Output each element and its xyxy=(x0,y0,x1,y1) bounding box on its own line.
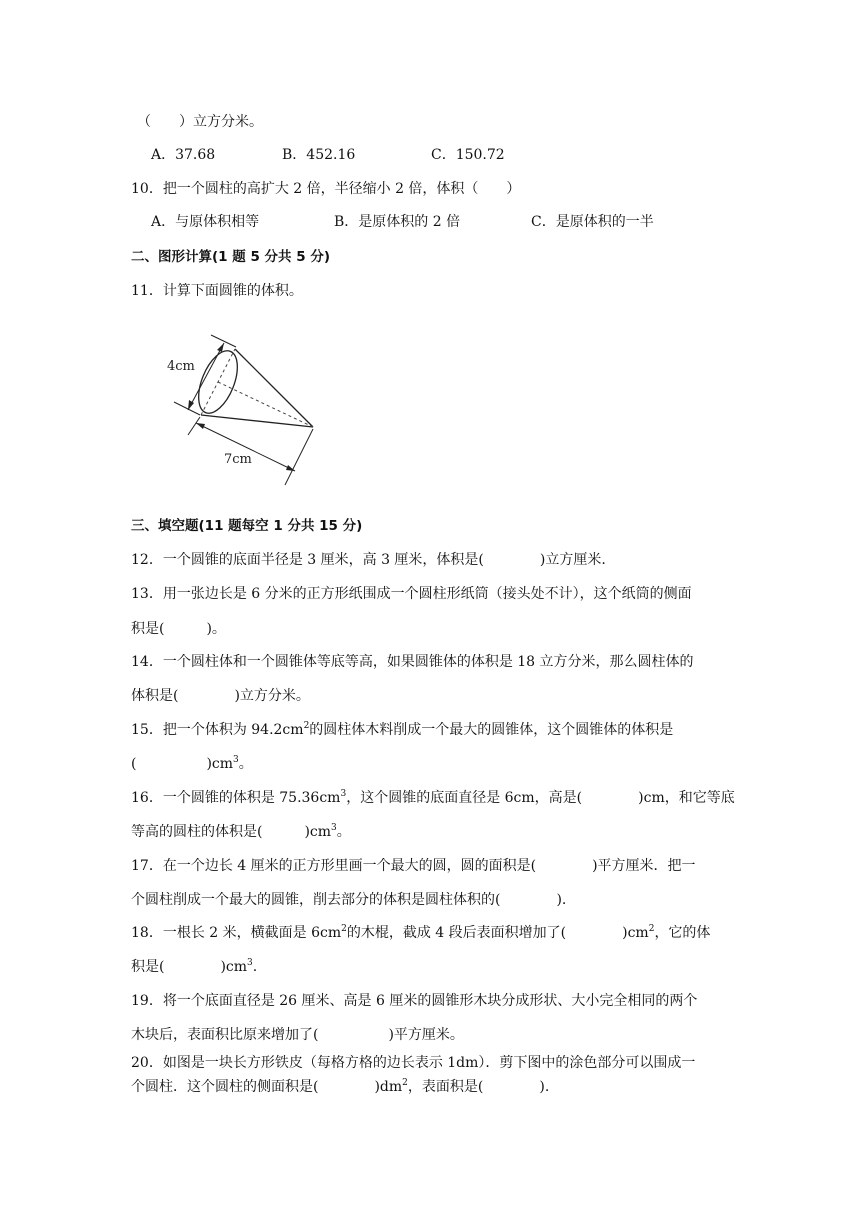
q10-option-c: C．是原体积的一半 xyxy=(531,214,654,230)
question-18-line-1: 18．一根长 2 米，横截面是 $6cm^2$的木棍，截成 4 段后表面积增加了( )$cm^2$，它的体 xyxy=(131,924,711,941)
question-17-line-2: 个圆柱削成一个最大的圆锥，削去部分的体积是圆柱体积的( ). xyxy=(131,892,567,908)
question-16-line-2: 等高的圆柱的体积是( )$cm^3$。 xyxy=(131,823,351,840)
cone-diameter-dashed xyxy=(201,349,235,415)
diameter-label: 4cm xyxy=(167,359,195,374)
question-15-line-1: 15．把一个体积为 $94.2cm^2$的圆柱体木料削成一个最大的圆锥体，这个圆锥体的体积是 xyxy=(131,721,674,738)
question-20-line-2: 个圆柱．这个圆柱的侧面积是( )$dm^2$，表面积是( ). xyxy=(131,1078,550,1095)
q9-option-b: B．452.16 xyxy=(282,147,356,163)
q9-option-a: A．37.68 xyxy=(151,147,216,163)
question-10: 10．把一个圆柱的高扩大 2 倍，半径缩小 2 倍，体积（ ） xyxy=(131,181,521,197)
question-14-line-1: 14．一个圆柱体和一个圆锥体等底等高，如果圆锥体的体积是 18 立方分米，那么圆柱体的 xyxy=(131,654,694,670)
question-13-line-1: 13．用一张边长是 6 分米的正方形纸围成一个圆柱形纸筒（接头处不计），这个纸筒的侧面 xyxy=(131,586,692,602)
question-17-line-1: 17．在一个边长 4 厘米的正方形里画一个最大的圆，圆的面积是( )平方厘米．把一 xyxy=(131,858,696,874)
slant-label: 7cm xyxy=(224,452,252,467)
question-18-line-2: 积是( )$cm^3$. xyxy=(131,958,258,975)
question-16-line-1: 16．一个圆锥的体积是 $75.36cm^3$，这个圆锥的底面直径是 6cm，高是( )cm，和它等底 xyxy=(131,789,735,806)
q9-option-c: C．150.72 xyxy=(431,147,505,163)
question-11: 11．计算下面圆锥的体积。 xyxy=(131,283,303,299)
question-19-line-2: 木块后，表面积比原来增加了( )平方厘米。 xyxy=(131,1027,464,1043)
q10-option-b: B．是原体积的 2 倍 xyxy=(334,214,461,230)
cone-slant-bottom xyxy=(201,415,313,427)
question-13-line-2: 积是( )。 xyxy=(131,621,226,637)
question-14-line-2: 体积是( )立方分米。 xyxy=(131,688,310,704)
question-12: 12．一个圆锥的底面半径是 3 厘米，高 3 厘米，体积是( )立方厘米. xyxy=(131,552,606,568)
cone-figure xyxy=(160,325,330,490)
section-3-heading: 三、填空题(11 题每空 1 分共 15 分) xyxy=(131,518,363,534)
q10-option-a: A．与原体积相等 xyxy=(151,214,260,230)
question-20-line-1: 20．如图是一块长方形铁皮（每格方格的边长表示 1dm）．剪下图中的涂色部分可以围成一 xyxy=(131,1055,696,1071)
diameter-dimension-line xyxy=(188,343,224,410)
cone-slant-top xyxy=(235,349,313,427)
section-2-heading: 二、图形计算(1 题 5 分共 5 分) xyxy=(131,249,331,265)
q9-tail: （ ）立方分米。 xyxy=(137,114,263,130)
question-19-line-1: 19．将一个底面直径是 26 厘米、高是 6 厘米的圆锥形木块分成形状、大小完全相同的两个 xyxy=(131,993,698,1009)
question-15-line-2: ( )$cm^3$。 xyxy=(131,755,253,772)
